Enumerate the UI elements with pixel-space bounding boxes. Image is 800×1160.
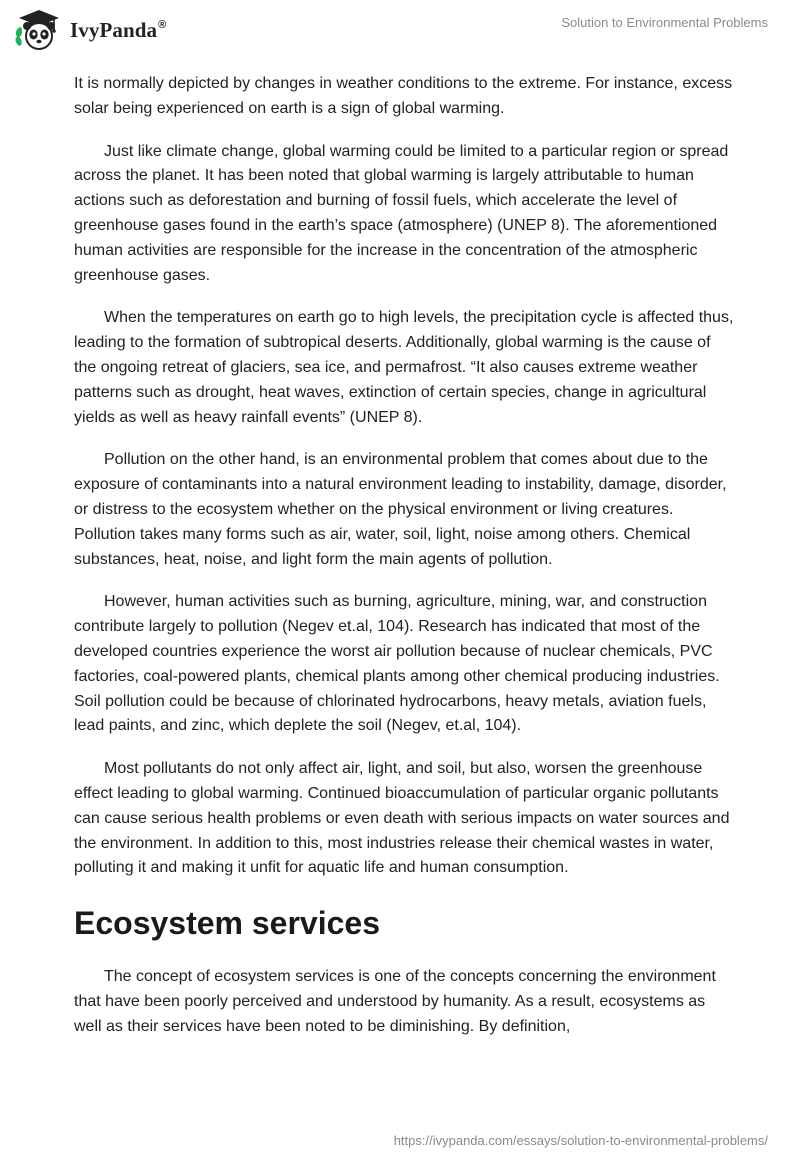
source-url[interactable]: https://ivypanda.com/essays/solution-to-environmental-problems/	[393, 1133, 768, 1148]
brand-name: IvyPanda®	[70, 17, 167, 42]
paragraph: Most pollutants do not only affect air, light, and soil, but also, worsen the greenhouse effect leading to global warming. Continued bioaccumulation of particular organic pollutants can cause serious health problems or even death with serious impacts on water sources and the environment. In addition to this, most industries release their chemical wastes in water, polluting it and making it unfit for aquatic life and human consumption.	[74, 760, 730, 877]
ivypanda-logo[interactable]	[14, 8, 166, 52]
paragraph: When the temperatures on earth go to high levels, the precipitation cycle is affected thus, leading to the formation of subtropical deserts. Additionally, global warming is the cause of the ongoing retreat of glaciers, sea ice, and permafrost. “It also causes extreme weather patterns such as drought, heat waves, extinction of certain species, change in agricultural yields as well as heavy rainfall events” (UNEP 8).	[74, 309, 734, 426]
article-body	[74, 72, 734, 1058]
paragraph: Pollution on the other hand, is an environmental problem that comes about due to the exposure of contaminants into a natural environment leading to instability, damage, disorder, or distress to the ecosystem whether on the physical environment or living creatures. Pollution takes many forms such as air, water, soil, light, noise among others. Chemical substances, heat, noise, and light form the main agents of pollution.	[74, 451, 727, 568]
panda-graduate-icon	[14, 8, 64, 52]
paragraph: However, human activities such as burning, agriculture, mining, war, and construction contribute largely to pollution (Negev et.al, 104). Research has indicated that most of the developed countries experience the worst air pollution because of nuclear chemicals, PVC factories, coal-powered plants, chemical plants among other chemical producing industries. Soil pollution could be because of chlorinated hydrocarbons, heavy metals, aviation fuels, lead paints, and zinc, which deplete the soil (Negev, et.al, 104).	[74, 593, 720, 735]
paragraph: It is normally depicted by changes in weather conditions to the extreme. For instance, excess solar being experienced on earth is a sign of global warming.	[74, 75, 733, 117]
page-header	[0, 0, 800, 62]
section-heading: Ecosystem services	[74, 905, 380, 942]
paragraph: Just like climate change, global warming could be limited to a particular region or spread across the planet. It has been noted that global warming is largely attributable to human actions such as deforestation and burning of fossil fuels, which accelerate the level of greenhouse gases found in the earth’s space (atmosphere) (UNEP 8). The aforementioned human activities are responsible for the increase in the concentration of the atmospheric greenhouse gases.	[74, 142, 729, 284]
paragraph: The concept of ecosystem services is one of the concepts concerning the environment that have been poorly perceived and understood by humanity. As a result, ecosystems as well as their services have been noted to be diminishing. By definition,	[74, 968, 716, 1035]
document-title: Solution to Environmental Problems	[561, 15, 768, 30]
